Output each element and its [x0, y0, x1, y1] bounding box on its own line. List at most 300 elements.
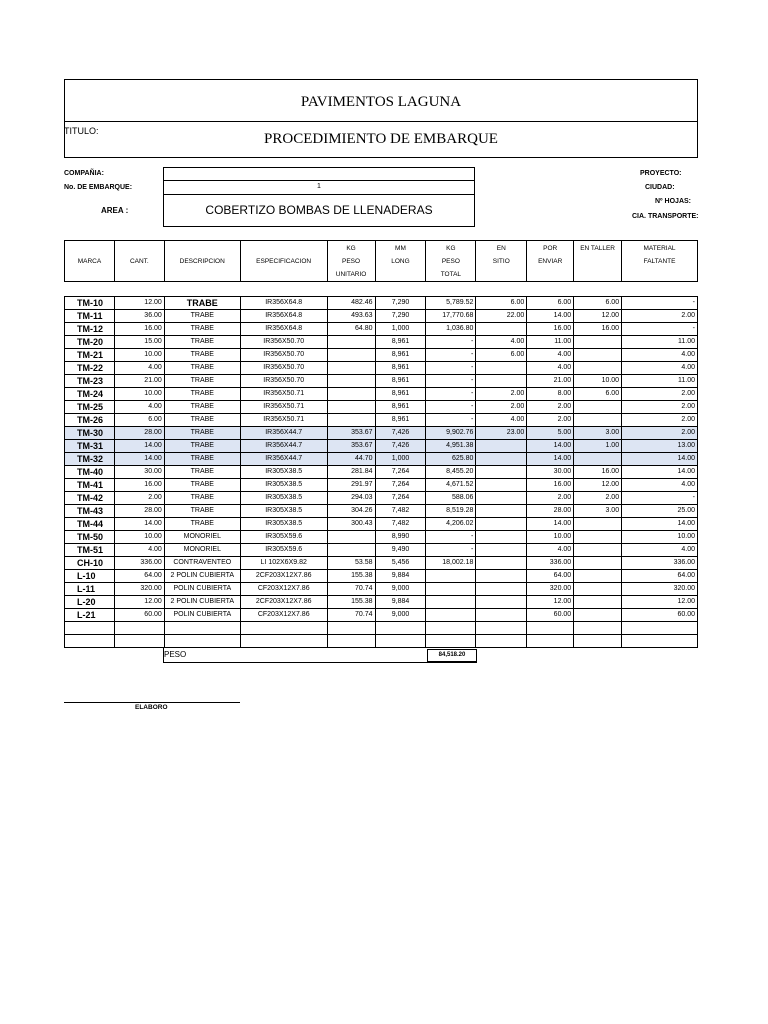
- cell-enviar[interactable]: 10.00: [527, 531, 574, 544]
- cell-marca[interactable]: TM-24: [65, 388, 115, 401]
- cell-desc[interactable]: TRABE: [164, 453, 240, 466]
- cell-desc[interactable]: TRABE: [164, 479, 240, 492]
- cell-marca[interactable]: CH-10: [65, 557, 115, 570]
- cell-cant[interactable]: 12.00: [114, 297, 164, 310]
- cell-desc[interactable]: TRABE: [164, 466, 240, 479]
- cell-enviar[interactable]: 2.00: [527, 401, 574, 414]
- cell-cant[interactable]: 10.00: [114, 388, 164, 401]
- empty-row[interactable]: [65, 635, 698, 648]
- cell-marca[interactable]: TM-22: [65, 362, 115, 375]
- cell-enviar[interactable]: 320.00: [527, 583, 574, 596]
- cell-peso-u[interactable]: 281.84: [327, 466, 375, 479]
- cell-cant[interactable]: 16.00: [114, 479, 164, 492]
- cell-faltante[interactable]: -: [622, 492, 698, 505]
- cell-faltante[interactable]: 2.00: [622, 414, 698, 427]
- cell-marca[interactable]: TM-26: [65, 414, 115, 427]
- cell-espec[interactable]: IR356X50.71: [240, 401, 327, 414]
- cell-faltante[interactable]: 2.00: [622, 388, 698, 401]
- cell-desc[interactable]: POLIN CUBIERTA: [164, 583, 240, 596]
- cell-cant[interactable]: 320.00: [114, 583, 164, 596]
- cell-cant[interactable]: 64.00: [114, 570, 164, 583]
- cell-sitio[interactable]: [476, 375, 527, 388]
- cell-long[interactable]: 7,426: [375, 440, 426, 453]
- table-row[interactable]: [65, 479, 698, 492]
- area-field[interactable]: [163, 195, 475, 227]
- cell-enviar[interactable]: 4.00: [527, 349, 574, 362]
- empty-cell[interactable]: [476, 622, 527, 635]
- empty-cell[interactable]: [240, 622, 327, 635]
- cell-peso-u[interactable]: [327, 401, 375, 414]
- table-row[interactable]: [65, 440, 698, 453]
- cell-sitio[interactable]: [476, 518, 527, 531]
- cell-desc[interactable]: TRABE: [164, 505, 240, 518]
- cell-desc[interactable]: TRABE: [164, 297, 240, 310]
- cell-long[interactable]: 9,000: [375, 609, 426, 622]
- cell-marca[interactable]: TM-32: [65, 453, 115, 466]
- cell-taller[interactable]: [574, 544, 622, 557]
- table-row[interactable]: [65, 297, 698, 310]
- empty-cell[interactable]: [476, 635, 527, 648]
- table-row[interactable]: [65, 505, 698, 518]
- cell-desc[interactable]: TRABE: [164, 375, 240, 388]
- cell-faltante[interactable]: 14.00: [622, 466, 698, 479]
- cell-sitio[interactable]: 23.00: [476, 427, 527, 440]
- cell-cant[interactable]: 10.00: [114, 531, 164, 544]
- cell-marca[interactable]: TM-51: [65, 544, 115, 557]
- table-row[interactable]: [65, 336, 698, 349]
- cell-enviar[interactable]: 2.00: [527, 492, 574, 505]
- cell-peso-t[interactable]: -: [426, 401, 476, 414]
- cell-peso-u[interactable]: [327, 388, 375, 401]
- cell-desc[interactable]: MONORIEL: [164, 544, 240, 557]
- cell-cant[interactable]: 10.00: [114, 349, 164, 362]
- cell-peso-t[interactable]: -: [426, 388, 476, 401]
- cell-peso-t[interactable]: 5,789.52: [426, 297, 476, 310]
- cell-espec[interactable]: 2CF203X12X7.86: [240, 596, 327, 609]
- cell-peso-u[interactable]: 482.46: [327, 297, 375, 310]
- cell-desc[interactable]: TRABE: [164, 518, 240, 531]
- cell-cant[interactable]: 16.00: [114, 323, 164, 336]
- cell-faltante[interactable]: -: [622, 323, 698, 336]
- cell-marca[interactable]: TM-25: [65, 401, 115, 414]
- cell-espec[interactable]: IR356X64.8: [240, 310, 327, 323]
- empty-cell[interactable]: [622, 635, 698, 648]
- cell-faltante[interactable]: 320.00: [622, 583, 698, 596]
- cell-espec[interactable]: 2CF203X12X7.86: [240, 570, 327, 583]
- cell-sitio[interactable]: 6.00: [476, 297, 527, 310]
- cell-espec[interactable]: IR356X44.7: [240, 427, 327, 440]
- empty-cell[interactable]: [65, 635, 115, 648]
- cell-taller[interactable]: [574, 609, 622, 622]
- cell-sitio[interactable]: [476, 323, 527, 336]
- cell-taller[interactable]: [574, 557, 622, 570]
- cell-sitio[interactable]: [476, 362, 527, 375]
- cell-marca[interactable]: TM-41: [65, 479, 115, 492]
- cell-peso-u[interactable]: 291.97: [327, 479, 375, 492]
- empty-cell[interactable]: [327, 635, 375, 648]
- cell-enviar[interactable]: 336.00: [527, 557, 574, 570]
- cell-taller[interactable]: 12.00: [574, 479, 622, 492]
- cell-faltante[interactable]: 10.00: [622, 531, 698, 544]
- cell-taller[interactable]: 16.00: [574, 466, 622, 479]
- cell-desc[interactable]: TRABE: [164, 440, 240, 453]
- cell-peso-u[interactable]: 353.67: [327, 427, 375, 440]
- cell-faltante[interactable]: 336.00: [622, 557, 698, 570]
- cell-faltante[interactable]: 4.00: [622, 362, 698, 375]
- table-row[interactable]: [65, 557, 698, 570]
- cell-long[interactable]: 7,264: [375, 466, 426, 479]
- cell-faltante[interactable]: 2.00: [622, 310, 698, 323]
- table-row[interactable]: [65, 414, 698, 427]
- cell-espec[interactable]: IR356X44.7: [240, 440, 327, 453]
- cell-cant[interactable]: 2.00: [114, 492, 164, 505]
- cell-taller[interactable]: 3.00: [574, 505, 622, 518]
- empty-cell[interactable]: [65, 622, 115, 635]
- cell-sitio[interactable]: [476, 596, 527, 609]
- cell-peso-u[interactable]: [327, 362, 375, 375]
- cell-marca[interactable]: TM-20: [65, 336, 115, 349]
- table-row[interactable]: [65, 596, 698, 609]
- compania-field[interactable]: [163, 167, 475, 181]
- empty-cell[interactable]: [527, 635, 574, 648]
- cell-sitio[interactable]: [476, 453, 527, 466]
- cell-enviar[interactable]: 21.00: [527, 375, 574, 388]
- cell-long[interactable]: 1,000: [375, 453, 426, 466]
- cell-cant[interactable]: 14.00: [114, 440, 164, 453]
- cell-long[interactable]: 8,961: [375, 388, 426, 401]
- empty-row[interactable]: [65, 622, 698, 635]
- cell-taller[interactable]: [574, 336, 622, 349]
- cell-taller[interactable]: [574, 583, 622, 596]
- cell-marca[interactable]: L-20: [65, 596, 115, 609]
- cell-peso-u[interactable]: 64.80: [327, 323, 375, 336]
- cell-long[interactable]: 7,290: [375, 310, 426, 323]
- cell-enviar[interactable]: 16.00: [527, 323, 574, 336]
- cell-long[interactable]: 5,456: [375, 557, 426, 570]
- cell-long[interactable]: 8,990: [375, 531, 426, 544]
- cell-enviar[interactable]: 14.00: [527, 518, 574, 531]
- cell-taller[interactable]: 6.00: [574, 388, 622, 401]
- table-row[interactable]: [65, 466, 698, 479]
- cell-peso-u[interactable]: [327, 336, 375, 349]
- cell-sitio[interactable]: [476, 609, 527, 622]
- cell-taller[interactable]: [574, 570, 622, 583]
- cell-faltante[interactable]: 11.00: [622, 336, 698, 349]
- cell-taller[interactable]: [574, 531, 622, 544]
- cell-peso-t[interactable]: 4,206.02: [426, 518, 476, 531]
- cell-cant[interactable]: 30.00: [114, 466, 164, 479]
- cell-cant[interactable]: 14.00: [114, 453, 164, 466]
- cell-marca[interactable]: TM-42: [65, 492, 115, 505]
- cell-peso-u[interactable]: [327, 531, 375, 544]
- cell-peso-t[interactable]: 18,002.18: [426, 557, 476, 570]
- cell-espec[interactable]: IR305X38.5: [240, 479, 327, 492]
- cell-faltante[interactable]: 14.00: [622, 453, 698, 466]
- cell-peso-u[interactable]: 155.38: [327, 596, 375, 609]
- table-row[interactable]: [65, 492, 698, 505]
- cell-enviar[interactable]: 64.00: [527, 570, 574, 583]
- cell-sitio[interactable]: [476, 466, 527, 479]
- cell-cant[interactable]: 4.00: [114, 362, 164, 375]
- empty-cell[interactable]: [375, 622, 426, 635]
- table-row[interactable]: [65, 401, 698, 414]
- cell-long[interactable]: 7,426: [375, 427, 426, 440]
- cell-sitio[interactable]: 6.00: [476, 349, 527, 362]
- cell-espec[interactable]: IR305X38.5: [240, 518, 327, 531]
- cell-espec[interactable]: LI 102X6X9.82: [240, 557, 327, 570]
- embarque-field[interactable]: [163, 181, 475, 195]
- cell-taller[interactable]: [574, 453, 622, 466]
- cell-faltante[interactable]: 13.00: [622, 440, 698, 453]
- cell-sitio[interactable]: 2.00: [476, 388, 527, 401]
- cell-peso-u[interactable]: 294.03: [327, 492, 375, 505]
- cell-desc[interactable]: TRABE: [164, 349, 240, 362]
- cell-enviar[interactable]: 2.00: [527, 414, 574, 427]
- cell-peso-t[interactable]: 1,036.80: [426, 323, 476, 336]
- table-row[interactable]: [65, 531, 698, 544]
- table-row[interactable]: [65, 518, 698, 531]
- cell-marca[interactable]: L-11: [65, 583, 115, 596]
- cell-faltante[interactable]: 2.00: [622, 427, 698, 440]
- cell-desc[interactable]: 2 POLIN CUBIERTA: [164, 570, 240, 583]
- cell-taller[interactable]: [574, 518, 622, 531]
- cell-peso-t[interactable]: 588.06: [426, 492, 476, 505]
- cell-espec[interactable]: IR356X64.8: [240, 323, 327, 336]
- cell-espec[interactable]: IR356X50.70: [240, 362, 327, 375]
- empty-cell[interactable]: [164, 622, 240, 635]
- cell-peso-t[interactable]: 4,951.38: [426, 440, 476, 453]
- cell-peso-u[interactable]: 70.74: [327, 609, 375, 622]
- table-row[interactable]: [65, 609, 698, 622]
- cell-peso-u[interactable]: 353.67: [327, 440, 375, 453]
- cell-marca[interactable]: L-10: [65, 570, 115, 583]
- cell-long[interactable]: 8,961: [375, 414, 426, 427]
- cell-long[interactable]: 9,884: [375, 596, 426, 609]
- table-row[interactable]: [65, 453, 698, 466]
- cell-marca[interactable]: TM-21: [65, 349, 115, 362]
- cell-enviar[interactable]: 5.00: [527, 427, 574, 440]
- cell-taller[interactable]: 2.00: [574, 492, 622, 505]
- cell-long[interactable]: 7,264: [375, 492, 426, 505]
- cell-sitio[interactable]: 4.00: [476, 414, 527, 427]
- cell-peso-u[interactable]: [327, 375, 375, 388]
- cell-long[interactable]: 7,264: [375, 479, 426, 492]
- cell-peso-t[interactable]: -: [426, 544, 476, 557]
- cell-peso-t[interactable]: -: [426, 336, 476, 349]
- cell-sitio[interactable]: [476, 570, 527, 583]
- cell-long[interactable]: 7,290: [375, 297, 426, 310]
- empty-cell[interactable]: [114, 635, 164, 648]
- cell-espec[interactable]: IR356X50.71: [240, 388, 327, 401]
- cell-peso-t[interactable]: [426, 609, 476, 622]
- cell-peso-u[interactable]: [327, 414, 375, 427]
- cell-sitio[interactable]: [476, 492, 527, 505]
- cell-faltante[interactable]: 64.00: [622, 570, 698, 583]
- cell-peso-u[interactable]: 53.58: [327, 557, 375, 570]
- cell-espec[interactable]: IR305X59.6: [240, 544, 327, 557]
- cell-long[interactable]: 8,961: [375, 336, 426, 349]
- cell-faltante[interactable]: 4.00: [622, 479, 698, 492]
- empty-cell[interactable]: [426, 635, 476, 648]
- cell-espec[interactable]: IR356X44.7: [240, 453, 327, 466]
- empty-cell[interactable]: [164, 635, 240, 648]
- cell-peso-u[interactable]: 155.38: [327, 570, 375, 583]
- cell-peso-u[interactable]: 304.26: [327, 505, 375, 518]
- cell-sitio[interactable]: [476, 544, 527, 557]
- empty-cell[interactable]: [622, 622, 698, 635]
- cell-cant[interactable]: 336.00: [114, 557, 164, 570]
- cell-enviar[interactable]: 14.00: [527, 440, 574, 453]
- cell-taller[interactable]: [574, 362, 622, 375]
- cell-marca[interactable]: TM-10: [65, 297, 115, 310]
- empty-cell[interactable]: [574, 635, 622, 648]
- table-row[interactable]: [65, 388, 698, 401]
- cell-enviar[interactable]: 12.00: [527, 596, 574, 609]
- cell-long[interactable]: 1,000: [375, 323, 426, 336]
- cell-peso-t[interactable]: 9,902.76: [426, 427, 476, 440]
- cell-desc[interactable]: TRABE: [164, 323, 240, 336]
- cell-peso-t[interactable]: [426, 570, 476, 583]
- empty-cell[interactable]: [426, 622, 476, 635]
- cell-peso-t[interactable]: -: [426, 375, 476, 388]
- cell-marca[interactable]: TM-31: [65, 440, 115, 453]
- cell-marca[interactable]: TM-43: [65, 505, 115, 518]
- cell-desc[interactable]: POLIN CUBIERTA: [164, 609, 240, 622]
- cell-marca[interactable]: TM-44: [65, 518, 115, 531]
- empty-cell[interactable]: [327, 622, 375, 635]
- cell-sitio[interactable]: [476, 440, 527, 453]
- cell-desc[interactable]: TRABE: [164, 401, 240, 414]
- cell-taller[interactable]: 16.00: [574, 323, 622, 336]
- cell-peso-u[interactable]: 493.63: [327, 310, 375, 323]
- cell-espec[interactable]: IR305X38.5: [240, 466, 327, 479]
- table-row[interactable]: [65, 427, 698, 440]
- cell-peso-u[interactable]: [327, 349, 375, 362]
- cell-enviar[interactable]: 28.00: [527, 505, 574, 518]
- cell-marca[interactable]: TM-12: [65, 323, 115, 336]
- cell-espec[interactable]: IR356X50.70: [240, 336, 327, 349]
- cell-desc[interactable]: TRABE: [164, 492, 240, 505]
- cell-desc[interactable]: TRABE: [164, 388, 240, 401]
- cell-desc[interactable]: 2 POLIN CUBIERTA: [164, 596, 240, 609]
- cell-peso-t[interactable]: 625.80: [426, 453, 476, 466]
- cell-espec[interactable]: IR356X50.70: [240, 349, 327, 362]
- empty-cell[interactable]: [240, 635, 327, 648]
- cell-long[interactable]: 8,961: [375, 375, 426, 388]
- cell-marca[interactable]: TM-40: [65, 466, 115, 479]
- cell-cant[interactable]: 4.00: [114, 544, 164, 557]
- cell-desc[interactable]: TRABE: [164, 414, 240, 427]
- empty-cell[interactable]: [375, 635, 426, 648]
- cell-long[interactable]: 9,490: [375, 544, 426, 557]
- cell-enviar[interactable]: 4.00: [527, 362, 574, 375]
- cell-long[interactable]: 8,961: [375, 362, 426, 375]
- cell-marca[interactable]: TM-11: [65, 310, 115, 323]
- table-row[interactable]: [65, 375, 698, 388]
- cell-espec[interactable]: IR356X64.8: [240, 297, 327, 310]
- cell-peso-t[interactable]: 17,770.68: [426, 310, 476, 323]
- cell-cant[interactable]: 21.00: [114, 375, 164, 388]
- cell-enviar[interactable]: 4.00: [527, 544, 574, 557]
- cell-faltante[interactable]: 14.00: [622, 518, 698, 531]
- empty-cell[interactable]: [527, 622, 574, 635]
- cell-faltante[interactable]: 11.00: [622, 375, 698, 388]
- cell-desc[interactable]: TRABE: [164, 362, 240, 375]
- cell-long[interactable]: 7,482: [375, 505, 426, 518]
- cell-marca[interactable]: TM-50: [65, 531, 115, 544]
- cell-faltante[interactable]: 60.00: [622, 609, 698, 622]
- cell-desc[interactable]: TRABE: [164, 427, 240, 440]
- table-row[interactable]: [65, 583, 698, 596]
- cell-faltante[interactable]: 12.00: [622, 596, 698, 609]
- cell-long[interactable]: 8,961: [375, 401, 426, 414]
- cell-cant[interactable]: 12.00: [114, 596, 164, 609]
- cell-faltante[interactable]: -: [622, 297, 698, 310]
- cell-peso-t[interactable]: -: [426, 349, 476, 362]
- cell-peso-t[interactable]: 8,455.20: [426, 466, 476, 479]
- cell-espec[interactable]: CF203X12X7.86: [240, 583, 327, 596]
- cell-enviar[interactable]: 30.00: [527, 466, 574, 479]
- cell-peso-u[interactable]: [327, 544, 375, 557]
- cell-enviar[interactable]: 60.00: [527, 609, 574, 622]
- cell-peso-u[interactable]: 70.74: [327, 583, 375, 596]
- cell-taller[interactable]: 6.00: [574, 297, 622, 310]
- cell-peso-u[interactable]: 44.70: [327, 453, 375, 466]
- cell-cant[interactable]: 6.00: [114, 414, 164, 427]
- cell-enviar[interactable]: 11.00: [527, 336, 574, 349]
- cell-sitio[interactable]: [476, 583, 527, 596]
- cell-peso-t[interactable]: [426, 583, 476, 596]
- cell-espec[interactable]: IR305X38.5: [240, 505, 327, 518]
- cell-sitio[interactable]: 22.00: [476, 310, 527, 323]
- cell-cant[interactable]: 15.00: [114, 336, 164, 349]
- cell-marca[interactable]: TM-23: [65, 375, 115, 388]
- cell-cant[interactable]: 60.00: [114, 609, 164, 622]
- cell-faltante[interactable]: 2.00: [622, 401, 698, 414]
- table-row[interactable]: [65, 362, 698, 375]
- table-row[interactable]: [65, 349, 698, 362]
- cell-desc[interactable]: TRABE: [164, 336, 240, 349]
- cell-long[interactable]: 9,000: [375, 583, 426, 596]
- cell-desc[interactable]: MONORIEL: [164, 531, 240, 544]
- cell-desc[interactable]: CONTRAVENTEO: [164, 557, 240, 570]
- cell-espec[interactable]: IR356X50.71: [240, 414, 327, 427]
- cell-sitio[interactable]: [476, 479, 527, 492]
- cell-marca[interactable]: TM-30: [65, 427, 115, 440]
- cell-peso-t[interactable]: [426, 596, 476, 609]
- cell-enviar[interactable]: 14.00: [527, 310, 574, 323]
- cell-marca[interactable]: L-21: [65, 609, 115, 622]
- table-row[interactable]: [65, 323, 698, 336]
- cell-peso-t[interactable]: -: [426, 362, 476, 375]
- cell-long[interactable]: 8,961: [375, 349, 426, 362]
- cell-desc[interactable]: TRABE: [164, 310, 240, 323]
- cell-cant[interactable]: 14.00: [114, 518, 164, 531]
- cell-peso-t[interactable]: 4,671.52: [426, 479, 476, 492]
- cell-faltante[interactable]: 25.00: [622, 505, 698, 518]
- cell-enviar[interactable]: 16.00: [527, 479, 574, 492]
- cell-cant[interactable]: 28.00: [114, 505, 164, 518]
- empty-cell[interactable]: [574, 622, 622, 635]
- cell-sitio[interactable]: 4.00: [476, 336, 527, 349]
- cell-faltante[interactable]: 4.00: [622, 349, 698, 362]
- cell-taller[interactable]: [574, 414, 622, 427]
- cell-sitio[interactable]: [476, 531, 527, 544]
- cell-sitio[interactable]: 2.00: [476, 401, 527, 414]
- cell-faltante[interactable]: 4.00: [622, 544, 698, 557]
- cell-taller[interactable]: 1.00: [574, 440, 622, 453]
- cell-espec[interactable]: CF203X12X7.86: [240, 609, 327, 622]
